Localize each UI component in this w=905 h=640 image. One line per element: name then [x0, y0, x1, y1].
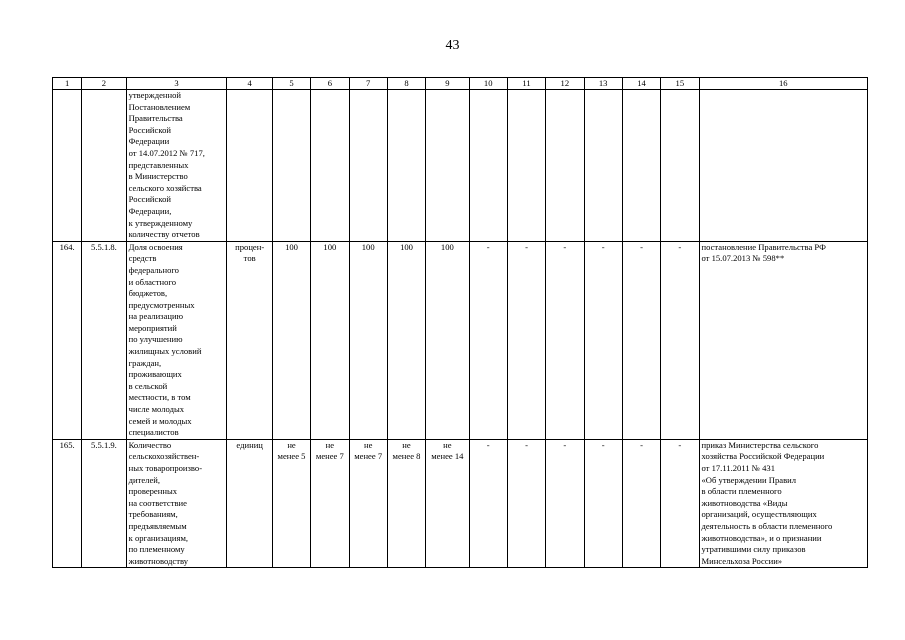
value-col10: -	[469, 241, 507, 439]
column-header: 2	[82, 78, 126, 90]
column-header: 9	[426, 78, 469, 90]
value-col11	[507, 90, 545, 242]
legal-basis: постановление Правительства РФ от 15.07.2013 № 598**	[699, 241, 868, 439]
indicator-name: утвержденной Постановлением Правительства Российской Федерации от 14.07.2012 № 717, представленных в Министерство сельского хозяйства Российской Федерации, к утвержденному количеству отчетов	[126, 90, 227, 242]
column-header: 7	[349, 78, 387, 90]
value-col12: -	[546, 241, 584, 439]
column-header: 8	[387, 78, 425, 90]
indicator-name: Доля освоения средств федерального и областного бюджетов, предусмотренных на реализацию мероприятий по улучшению жилищных условий граждан, проживающих в сельской местности, в том числе молодых семей и молодых специалистов	[126, 241, 227, 439]
value-col6: не менее 7	[311, 439, 349, 568]
unit: единиц	[227, 439, 272, 568]
column-header: 10	[469, 78, 507, 90]
value-col7: не менее 7	[349, 439, 387, 568]
value-col5: 100	[272, 241, 310, 439]
value-col14: -	[622, 439, 660, 568]
column-header: 1	[53, 78, 82, 90]
column-header: 4	[227, 78, 272, 90]
value-col8: не менее 8	[387, 439, 425, 568]
column-header: 15	[661, 78, 699, 90]
legal-basis	[699, 90, 868, 242]
value-col6: 100	[311, 241, 349, 439]
column-number-row	[53, 78, 868, 90]
value-col12	[546, 90, 584, 242]
value-col13: -	[584, 241, 622, 439]
column-header: 11	[507, 78, 545, 90]
value-col10: -	[469, 439, 507, 568]
value-col11: -	[507, 241, 545, 439]
value-col15: -	[661, 241, 699, 439]
value-col12: -	[546, 439, 584, 568]
column-header: 13	[584, 78, 622, 90]
value-col14	[622, 90, 660, 242]
table-row	[53, 90, 868, 242]
column-header: 5	[272, 78, 310, 90]
value-col8: 100	[387, 241, 425, 439]
value-col9	[426, 90, 469, 242]
indicator-name: Количество сельскохозяйствен- ных товаропроизво- дителей, проверенных на соответствие требованиям, предъявляемым к организациям, по племенному животноводству	[126, 439, 227, 568]
indicator-code: 5.5.1.8.	[82, 241, 126, 439]
unit	[227, 90, 272, 242]
value-col11: -	[507, 439, 545, 568]
value-col14: -	[622, 241, 660, 439]
value-col10	[469, 90, 507, 242]
indicator-code	[82, 90, 126, 242]
value-col9: 100	[426, 241, 469, 439]
value-col5: не менее 5	[272, 439, 310, 568]
column-header: 16	[699, 78, 868, 90]
value-col8	[387, 90, 425, 242]
table-row	[53, 439, 868, 568]
column-header: 14	[622, 78, 660, 90]
value-col15: -	[661, 439, 699, 568]
row-number: 165.	[53, 439, 82, 568]
value-col5	[272, 90, 310, 242]
value-col7	[349, 90, 387, 242]
indicator-code: 5.5.1.9.	[82, 439, 126, 568]
column-header: 6	[311, 78, 349, 90]
value-col9: не менее 14	[426, 439, 469, 568]
value-col13	[584, 90, 622, 242]
table-row	[53, 241, 868, 439]
page-number: 43	[445, 38, 460, 53]
indicators-table	[52, 77, 868, 568]
value-col6	[311, 90, 349, 242]
value-col15	[661, 90, 699, 242]
row-number	[53, 90, 82, 242]
value-col7: 100	[349, 241, 387, 439]
legal-basis: приказ Министерства сельского хозяйства Российской Федерации от 17.11.2011 № 431 «Об утверждении Правил в области племенного животноводства «Виды организаций, осуществляющих деятельность в области племенного животноводства», и о признании утратившими силу приказов Минсельхоза России»	[699, 439, 868, 568]
value-col13: -	[584, 439, 622, 568]
unit: процен- тов	[227, 241, 272, 439]
column-header: 12	[546, 78, 584, 90]
row-number: 164.	[53, 241, 82, 439]
column-header: 3	[126, 78, 227, 90]
